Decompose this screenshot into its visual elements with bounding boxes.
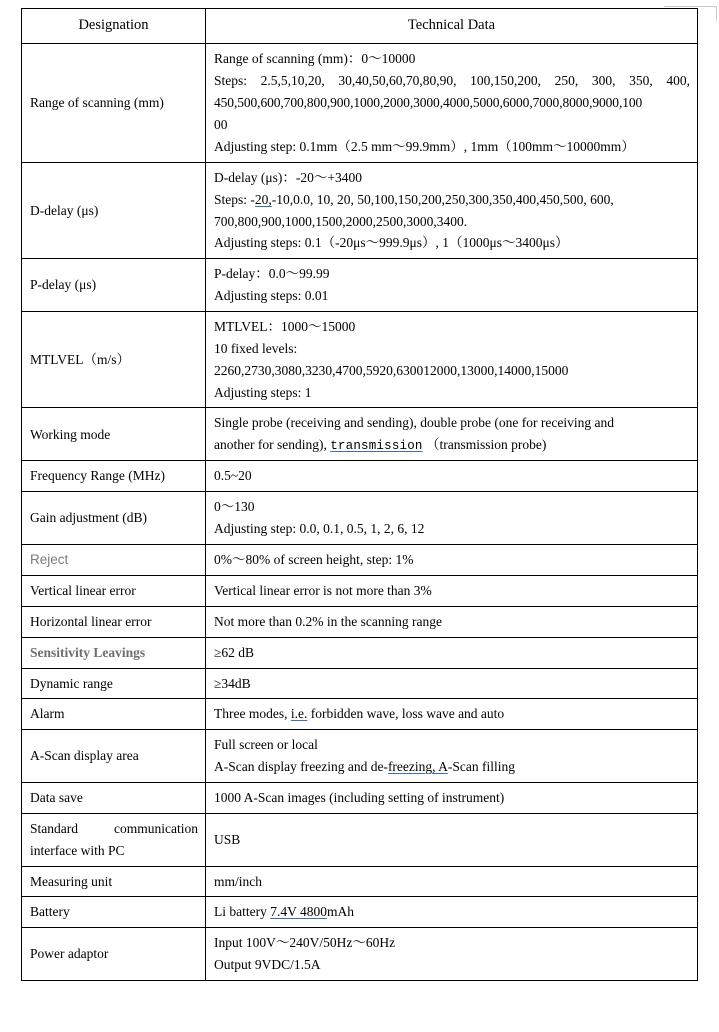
spec-text: A-Scan display freezing and de-	[214, 759, 388, 775]
row-value-standard-communication-interface	[206, 813, 698, 866]
row-value-p-delay	[206, 259, 698, 312]
spec-line: ≥34dB	[214, 675, 251, 691]
row-label-frequency-range: Frequency Range (MHz)	[22, 461, 206, 492]
spec-text: forbidden wave, loss wave and auto	[310, 706, 505, 722]
row-value-a-scan-display-area	[206, 730, 698, 783]
spec-line	[214, 703, 690, 725]
row-label-reject: Reject	[22, 545, 206, 576]
spec-line: Vertical linear error is not more than 3%	[214, 582, 432, 598]
spec-line: 2260,2730,3080,3230,4700,5920,630012000,13000,14000,15000	[214, 362, 569, 378]
table-row-data-save	[22, 782, 698, 813]
row-label-alarm: Alarm	[22, 699, 206, 730]
row-value-gain-adjustment	[206, 492, 698, 545]
row-value-vertical-linear-error	[206, 575, 698, 606]
table-row-standard-communication-interface	[22, 813, 698, 866]
row-value-battery	[206, 897, 698, 928]
spec-line: Output 9VDC/1.5A	[214, 957, 321, 973]
spec-line	[214, 756, 690, 778]
spec-line: USB	[214, 831, 241, 847]
table-row-mtlvel	[22, 311, 698, 407]
spec-line: 0%〜80% of screen height, step: 1%	[214, 552, 414, 568]
spec-text: -10,0.0, 10, 20, 50,100,150,200,250,300,350,400,450,500, 600,	[271, 191, 614, 207]
spec-line: Full screen or local	[214, 737, 318, 753]
row-label-d-delay: D-delay (μs)	[22, 162, 206, 258]
spec-line: 0.5~20	[214, 468, 252, 484]
spec-line: Not more than 0.2% in the scanning range	[214, 613, 442, 629]
row-value-dynamic-range	[206, 668, 698, 699]
row-value-d-delay	[206, 162, 698, 258]
row-label-p-delay: P-delay (μs)	[22, 259, 206, 312]
row-value-range-of-scanning	[206, 44, 698, 162]
spec-line: Adjusting step: 0.0, 0.1, 0.5, 1, 2, 6, 12	[214, 521, 425, 537]
row-label-working-mode: Working mode	[22, 408, 206, 461]
technical-specifications-table	[21, 8, 698, 981]
table-row-a-scan-display-area	[22, 730, 698, 783]
row-label-mtlvel: MTLVEL（m/s）	[22, 311, 206, 407]
spec-line: Input 100V〜240V/50Hz〜60Hz	[214, 935, 396, 951]
spec-line: mm/inch	[214, 873, 262, 889]
spec-line: 700,800,900,1000,1500,2000,2500,3000,3400.	[214, 213, 468, 229]
spec-line: P-delay：0.0〜99.99	[214, 266, 330, 282]
row-value-measuring-unit	[206, 866, 698, 897]
spec-text: Steps: -	[214, 191, 255, 207]
row-label-measuring-unit: Measuring unit	[22, 866, 206, 897]
spec-line: ≥62 dB	[214, 644, 255, 660]
table-row-power-adaptor	[22, 928, 698, 981]
row-value-reject	[206, 545, 698, 576]
row-value-data-save	[206, 782, 698, 813]
spec-line	[214, 901, 690, 923]
row-value-sensitivity-leavings	[206, 637, 698, 668]
table-row-reject	[22, 545, 698, 576]
row-label-power-adaptor: Power adaptor	[22, 928, 206, 981]
spec-text: Li battery	[214, 904, 271, 920]
spec-line: Steps: 2.5,5,10,20, 30,40,50,60,70,80,90, 100,150,200, 250, 300, 350, 400,	[214, 73, 690, 89]
spec-line: 00	[214, 117, 228, 133]
tracked-change-text: i.e.	[290, 706, 308, 722]
row-label-line: interface with PC	[30, 842, 125, 858]
spec-text: -Scan filling	[447, 759, 516, 775]
row-value-alarm	[206, 699, 698, 730]
table-row-frequency-range	[22, 461, 698, 492]
row-label-sensitivity-leavings: Sensitivity Leavings	[22, 637, 206, 668]
row-label-dynamic-range: Dynamic range	[22, 668, 206, 699]
row-label-data-save: Data save	[22, 782, 206, 813]
spec-line: 10 fixed levels:	[214, 340, 298, 356]
spec-line: 1000 A-Scan images (including setting of instrument)	[214, 789, 505, 805]
row-value-horizontal-linear-error	[206, 606, 698, 637]
spec-line: Adjusting steps: 1	[214, 384, 312, 400]
row-value-frequency-range	[206, 461, 698, 492]
table-row-vertical-linear-error	[22, 575, 698, 606]
table-row-p-delay	[22, 259, 698, 312]
tracked-change-text: 7.4V 4800	[270, 904, 327, 920]
column-header-designation: Designation	[22, 9, 206, 44]
row-label-vertical-linear-error: Vertical linear error	[22, 575, 206, 606]
row-value-working-mode	[206, 408, 698, 461]
row-label-battery: Battery	[22, 897, 206, 928]
table-row-working-mode	[22, 408, 698, 461]
row-value-mtlvel	[206, 311, 698, 407]
spec-text: （transmission probe)	[426, 437, 547, 453]
table-row-battery	[22, 897, 698, 928]
table-row-dynamic-range	[22, 668, 698, 699]
spec-line: MTLVEL：1000〜15000	[214, 318, 356, 334]
tracked-change-text: 20,	[254, 191, 272, 207]
row-value-power-adaptor	[206, 928, 698, 981]
spec-line: Single probe (receiving and sending), double probe (one for receiving and	[214, 415, 614, 431]
table-row-measuring-unit	[22, 866, 698, 897]
spec-line: D-delay (μs)：-20〜+3400	[214, 169, 362, 185]
table-header-row	[22, 9, 698, 44]
spec-line: 0〜130	[214, 499, 255, 515]
spec-line: Adjusting steps: 0.01	[214, 288, 329, 304]
column-header-technical-data: Technical Data	[206, 9, 698, 44]
row-label-line: Standard communication	[30, 820, 198, 836]
table-row-sensitivity-leavings	[22, 637, 698, 668]
row-label-horizontal-linear-error: Horizontal linear error	[22, 606, 206, 637]
row-label-standard-communication-interface	[22, 813, 206, 866]
spec-text: Three modes,	[214, 706, 288, 722]
table-row-gain-adjustment	[22, 492, 698, 545]
row-label-range-of-scanning: Range of scanning (mm)	[22, 44, 206, 162]
tracked-change-text: transmission	[330, 439, 423, 454]
table-row-d-delay	[22, 162, 698, 258]
row-label-a-scan-display-area: A-Scan display area	[22, 730, 206, 783]
spec-line: Range of scanning (mm)：0〜10000	[214, 51, 416, 67]
tracked-change-text: freezing, A	[387, 759, 448, 775]
spec-text: mAh	[327, 904, 354, 920]
spec-line: Adjusting steps: 0.1（-20μs〜999.9μs）, 1（1000μs〜3400μs）	[214, 235, 569, 251]
table-row-range-of-scanning	[22, 44, 698, 162]
row-label-gain-adjustment: Gain adjustment (dB)	[22, 492, 206, 545]
table-row-alarm	[22, 699, 698, 730]
spec-line: 450,500,600,700,800,900,1000,2000,3000,4000,5000,6000,7000,8000,9000,100	[214, 95, 643, 111]
table-row-horizontal-linear-error	[22, 606, 698, 637]
spec-line	[214, 434, 690, 456]
spec-line: Adjusting step: 0.1mm（2.5 mm〜99.9mm）, 1mm（100mm〜10000mm）	[214, 138, 635, 154]
spec-line	[214, 189, 690, 211]
spec-text: another for sending),	[214, 437, 327, 453]
